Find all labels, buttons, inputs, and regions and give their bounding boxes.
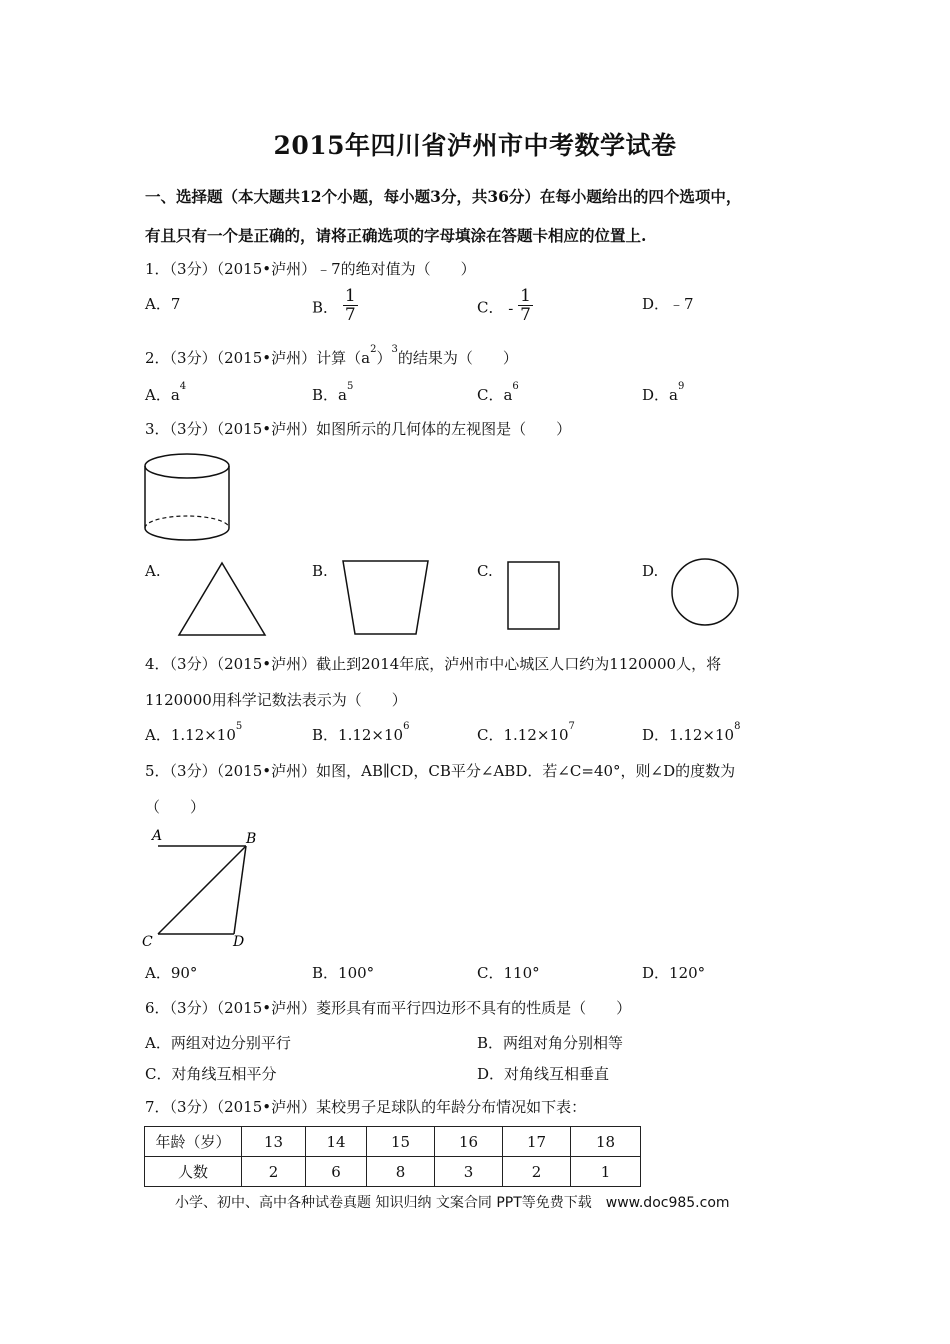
q2-stem-exp1: 2 <box>370 344 377 355</box>
q1-option-c-label: C． <box>477 298 504 317</box>
q2-stem <box>145 344 518 368</box>
q3-triangle-figure <box>176 560 268 638</box>
table-cell: 3 <box>435 1157 503 1187</box>
q3-rectangle-figure <box>506 560 562 632</box>
q3-stem: 3．（3分）（2015•泸州）如图所示的几何体的左视图是（ ） <box>145 420 572 438</box>
table-cell: 1 <box>571 1157 641 1187</box>
q2-option-a <box>145 381 187 405</box>
table-cell: 14 <box>306 1127 367 1157</box>
q2-c-exp: 6 <box>512 381 519 392</box>
q1-option-d: D．﹣7 <box>642 295 694 313</box>
q2-d-text: D．a <box>642 386 678 404</box>
q4-a-text: A．1.12×10 <box>145 726 236 744</box>
q1-c-sign: - <box>508 299 514 318</box>
section-heading-line1: 一、选择题（本大题共12个小题，每小题3分，共36分）在每小题给出的四个选项中， <box>145 187 742 206</box>
q2-stem-exp2: 3 <box>391 344 398 355</box>
q7-stem: 7．（3分）（2015•泸州）某校男子足球队的年龄分布情况如下表： <box>145 1098 587 1116</box>
table-cell: 18 <box>571 1127 641 1157</box>
q2-stem-post: 的结果为（ ） <box>397 349 518 367</box>
q3-option-d: D. <box>642 562 659 580</box>
table-row <box>145 1157 641 1187</box>
age-distribution-table <box>144 1126 641 1187</box>
q5-label-c: C <box>142 934 153 950</box>
q4-d-text: D．1.12×10 <box>642 726 735 744</box>
table-row <box>145 1127 641 1157</box>
table-cell: 年龄（岁） <box>145 1127 242 1157</box>
q1-c-numerator: 1 <box>520 286 531 306</box>
table-cell: 人数 <box>145 1157 242 1187</box>
q3-option-a: A. <box>145 562 161 580</box>
table-cell: 15 <box>367 1127 435 1157</box>
q4-option-b <box>312 721 410 745</box>
q1-option-a: A．7 <box>145 295 181 313</box>
q6-option-b: B．两组对角分别相等 <box>477 1034 624 1052</box>
q4-d-exp: 8 <box>734 721 741 732</box>
table-cell: 13 <box>242 1127 306 1157</box>
page-footer: 小学、初中、高中各种试卷真题 知识归纳 文案合同 PPT等免费下载 www.doc985.com <box>175 1195 730 1211</box>
q1-option-c-fraction <box>518 287 533 324</box>
q3-option-c: C. <box>477 562 493 580</box>
q2-b-text: B．a <box>312 386 347 404</box>
q5-stem-line1: 5．（3分）（2015•泸州）如图，AB∥CD，CB平分∠ABD．若∠C=40°，则∠D的度数为 <box>145 762 736 780</box>
q1-b-denominator: 7 <box>344 305 356 325</box>
q2-stem-pre: 2．（3分）（2015•泸州）计算（a <box>145 349 371 367</box>
table-cell: 2 <box>503 1157 571 1187</box>
q4-option-c <box>477 721 575 745</box>
q5-option-a: A．90° <box>145 964 198 982</box>
q5-option-b: B．100° <box>312 964 375 982</box>
q4-b-exp: 6 <box>403 721 410 732</box>
q1-option-c <box>477 286 533 325</box>
table-cell: 2 <box>242 1157 306 1187</box>
q2-option-b <box>312 381 354 405</box>
q2-stem-mid: ） <box>376 349 392 367</box>
q1-option-b-label: B． <box>312 298 339 317</box>
q5-label-a: A <box>152 828 163 844</box>
q5-parallel-lines-figure <box>140 826 270 952</box>
q2-c-text: C．a <box>477 386 513 404</box>
q4-c-text: C．1.12×10 <box>477 726 569 744</box>
section-heading-line2: 有且只有一个是正确的，请将正确选项的字母填涂在答题卡相应的位置上. <box>145 226 647 245</box>
q5-option-d: D．120° <box>642 964 706 982</box>
q2-d-exp: 9 <box>677 381 685 392</box>
q5-option-c: C．110° <box>477 964 540 982</box>
q4-option-a <box>145 721 243 745</box>
q6-stem: 6．（3分）（2015•泸州）菱形具有而平行四边形不具有的性质是（ ） <box>145 999 632 1017</box>
q1-b-numerator: 1 <box>344 286 356 306</box>
q1-c-denominator: 7 <box>520 305 531 325</box>
q3-circle-figure <box>669 556 741 628</box>
table-cell: 17 <box>503 1127 571 1157</box>
q3-trapezoid-figure <box>340 558 432 638</box>
q6-option-c: C．对角线互相平分 <box>145 1065 277 1083</box>
table-cell: 8 <box>367 1157 435 1187</box>
q2-a-text: A．a <box>145 386 180 404</box>
q4-b-text: B．1.12×10 <box>312 726 404 744</box>
q2-option-c <box>477 381 519 405</box>
q2-a-exp: 4 <box>179 381 187 392</box>
q1-option-b-fraction <box>343 287 358 324</box>
q3-cylinder-figure <box>140 448 236 548</box>
q6-option-a: A．两组对边分别平行 <box>145 1034 291 1052</box>
q5-stem-line2: （ ） <box>145 798 206 816</box>
q5-label-b: B <box>246 831 257 847</box>
q5-label-d: D <box>233 934 245 950</box>
q4-c-exp: 7 <box>568 721 575 732</box>
q4-stem-line1: 4．（3分）（2015•泸州）截止到2014年底，泸州市中心城区人口约为1120000人，将 <box>145 655 722 673</box>
table-cell: 6 <box>306 1157 367 1187</box>
q3-option-b: B. <box>312 562 328 580</box>
q4-a-exp: 5 <box>235 721 243 732</box>
page-title: 2015年四川省泸州市中考数学试卷 <box>273 131 677 160</box>
q2-option-d <box>642 381 685 405</box>
q1-option-b <box>312 286 358 325</box>
q6-option-d: D．对角线互相垂直 <box>477 1065 610 1083</box>
q4-stem-line2: 1120000用科学记数法表示为（ ） <box>145 691 407 709</box>
table-cell: 16 <box>435 1127 503 1157</box>
q4-option-d <box>642 721 741 745</box>
q2-b-exp: 5 <box>346 381 354 392</box>
q1-stem: 1．（3分）（2015•泸州）﹣7的绝对值为（ ） <box>145 260 476 278</box>
